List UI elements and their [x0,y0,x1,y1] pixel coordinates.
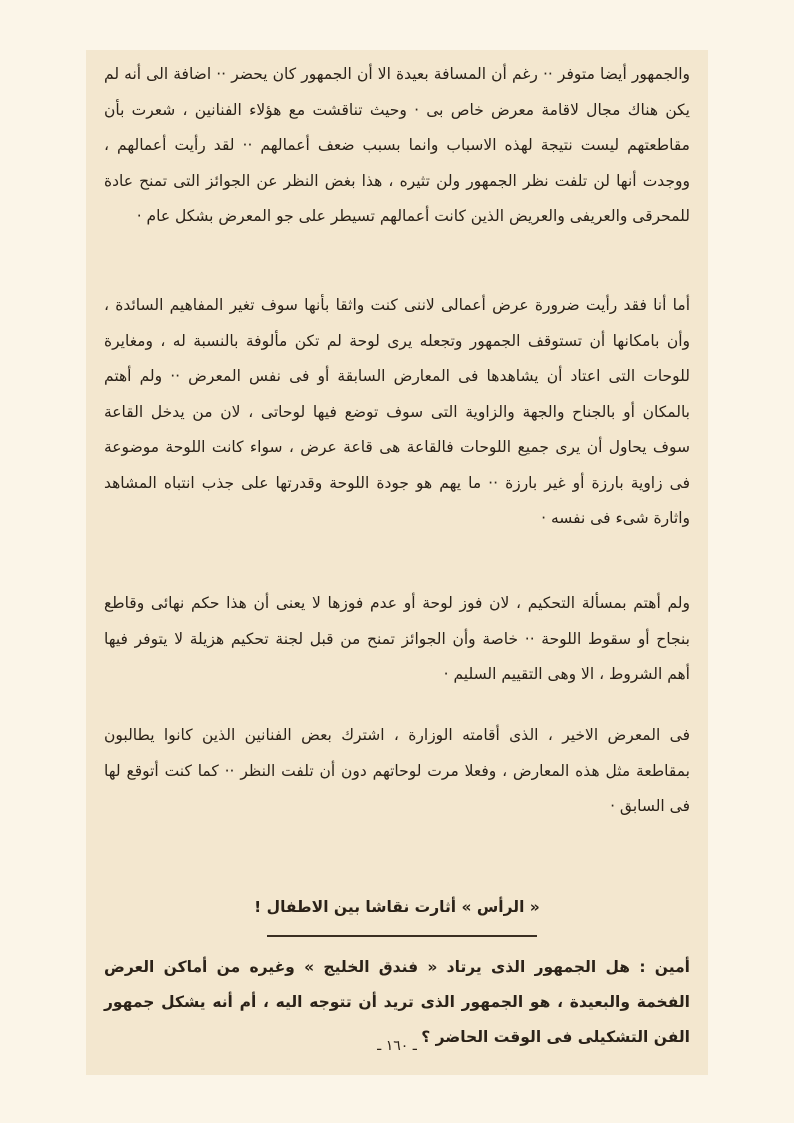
heading-underline [267,935,537,937]
section-heading: « الرأس » أثارت نقاشا بين الاطفال ! [254,898,540,916]
paragraph-3 [104,586,690,693]
paragraph-4-text: فى المعرض الاخير ، الذى أقامته الوزارة ، اشترك بعض الفنانين الذين كانوا يطالبون بمقاطعة مثل هذه المعارض ، وفعلا مرت لوحاتهم دون أن تلفت النظر ·· كما كنت أتوقع لها فى السابق · [104,726,690,815]
paragraph-1-text: والجمهور أيضا متوفر ·· رغم أن المسافة بعيدة الا أن الجمهور كان يحضر ·· اضافة الى أنه لم يكن هناك مجال لاقامة معرض خاص بى · وحيث تناقشت مع هؤلاء الفنانين ، شعرت بأن مقاطعتهم ليست نتيجة لهذه الاسباب وانما بسبب ضعف أعمالهم ·· لقد رأيت أعمالهم ، ووجدت أنها لن تلفت نظر الجمهور ولن تثيره ، هذا بغض النظر عن الجوائز التى تمنح عادة للمحرقى والعريفى والعريض الذين كانت أعمالهم تسيطر على جو المعرض بشكل عام · [104,65,690,225]
paragraph-2 [104,288,690,537]
page-number: ـ ١٦٠ ـ [377,1038,417,1054]
paragraph-2-text: أما أنا فقد رأيت ضرورة عرض أعمالى لاننى كنت واثقا بأنها سوف تغير المفاهيم السائدة ، وأن بامكانها أن تستوقف الجمهور وتجعله يرى لوحة لم تكن مألوفة بالنسبة له ، ومغايرة للوحات التى اعتاد أن يشاهدها فى المعارض السابقة أو فى نفس المعرض ·· ولم أهتم بالمكان أو بالجناح والجهة والزاوية التى سوف توضع فيها لوحاتى ، لان من يدخل القاعة سوف يحاول أن يرى جميع اللوحات فالقاعة هى قاعة عرض ، سواء كانت اللوحة موضوعة فى زاوية بارزة أو غير بارزة ·· ما يهم هو جودة اللوحة وقدرتها على جذب انتباه المشاهد واثارة شىء فى نفسه · [104,296,690,527]
paragraph-1 [104,57,690,235]
paragraph-3-text: ولم أهتم بمسألة التحكيم ، لان فوز لوحة أو عدم فوزها لا يعنى أن هذا حكم نهائى وقاطع بنجاح أو سقوط اللوحة ·· خاصة وأن الجوائز تمنح من قبل لجنة تحكيم هزيلة لا يتوفر فيها أهم الشروط ، الا وهى التقييم السليم · [104,594,690,683]
interview-question-text: أمين : هل الجمهور الذى يرتاد « فندق الخليج » وغيره من أماكن العرض الفخمة والبعيدة ، هو الجمهور الذى تريد أن تتوجه اليه ، أم أنه يشكل جمهور الفن التشكيلى فى الوقت الحاضر ؟ [104,958,690,1046]
paragraph-4 [104,718,690,825]
book-page [86,50,708,1075]
